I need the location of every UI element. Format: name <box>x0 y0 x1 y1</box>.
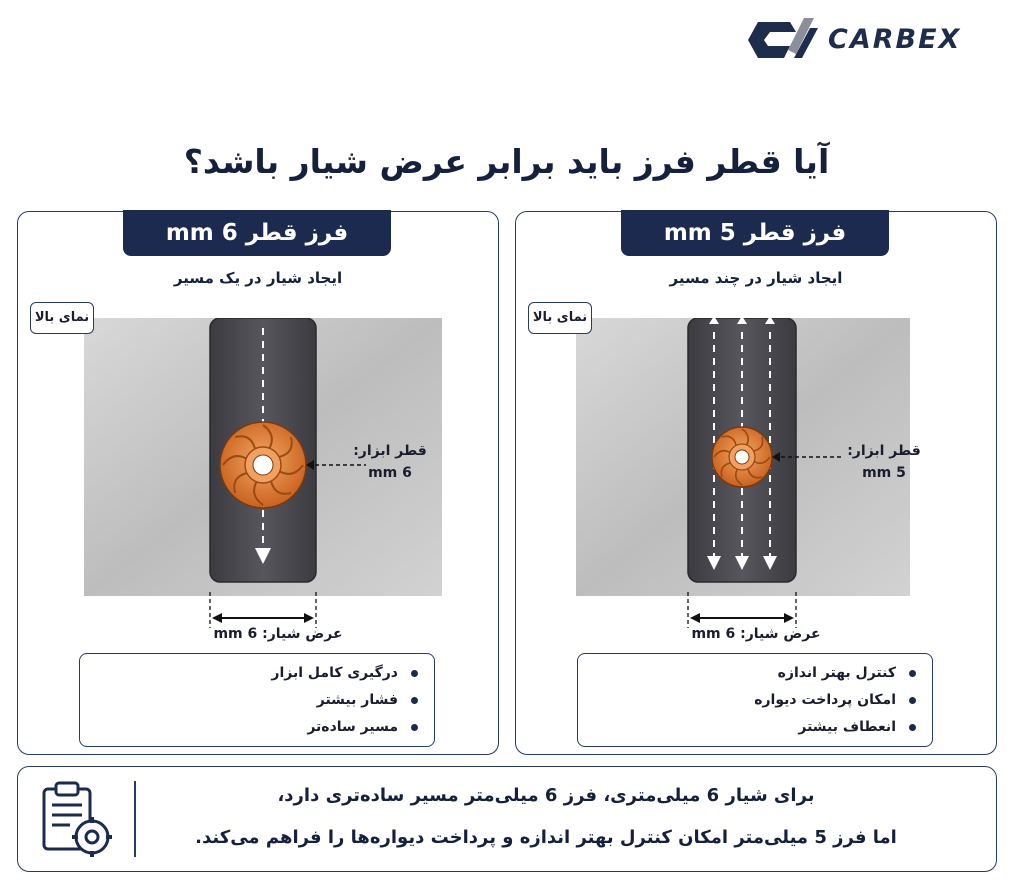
summary-line-1: برای شیار 6 میلی‌متری، فرز 6 میلی‌متر مسیر ساده‌تری دارد، <box>277 785 815 806</box>
tool-diameter-value: 6 mm <box>368 465 412 481</box>
slot-width-dimension <box>84 592 442 652</box>
panel-5mm <box>515 211 997 755</box>
cutter-icon <box>220 422 306 508</box>
list-item: مسیر ساده‌تر <box>80 714 418 741</box>
features-list <box>577 653 933 747</box>
cutter-icon <box>712 427 772 487</box>
list-item: فشار بیشتر <box>80 687 418 714</box>
tool-diameter-title: قطر ابزار: <box>847 443 921 459</box>
panel-subtitle: ایجاد شیار در یک مسیر <box>173 269 343 287</box>
view-badge: نمای بالا <box>30 302 94 334</box>
tool-diameter-title: قطر ابزار: <box>353 443 427 459</box>
tool-diameter-label <box>844 440 924 484</box>
panel-subtitle: ایجاد شیار در چند مسیر <box>669 269 843 287</box>
tool-diameter-value: 5 mm <box>862 465 906 481</box>
summary-box <box>17 766 997 872</box>
list-item: امکان پرداخت دیواره <box>578 687 916 714</box>
slot-width-label: عرض شیار: 6 mm <box>213 626 343 642</box>
tool-diameter-label <box>350 440 430 484</box>
slot-width-label: عرض شیار: 6 mm <box>691 626 821 642</box>
features-list <box>79 653 435 747</box>
view-badge: نمای بالا <box>528 302 592 334</box>
panel-header: فرز قطر 6 mm <box>123 210 391 256</box>
panel-6mm <box>17 211 499 755</box>
list-item: انعطاف بیشتر <box>578 714 916 741</box>
list-item: درگیری کامل ابزار <box>80 660 418 687</box>
slot-width-dimension <box>576 592 934 652</box>
panel-header: فرز قطر 5 mm <box>621 210 889 256</box>
summary-line-2: اما فرز 5 میلی‌متر امکان کنترل بهتر اندازه و پرداخت دیواره‌ها را فراهم می‌کند. <box>195 827 897 848</box>
carbex-mark-icon <box>744 14 824 74</box>
list-item: کنترل بهتر اندازه <box>578 660 916 687</box>
brand-logo <box>744 10 1002 76</box>
page-title: آیا قطر فرز باید برابر عرض شیار باشد؟ <box>183 142 830 181</box>
brand-name: CARBEX <box>828 24 962 55</box>
clipboard-gear-icon <box>36 779 114 859</box>
